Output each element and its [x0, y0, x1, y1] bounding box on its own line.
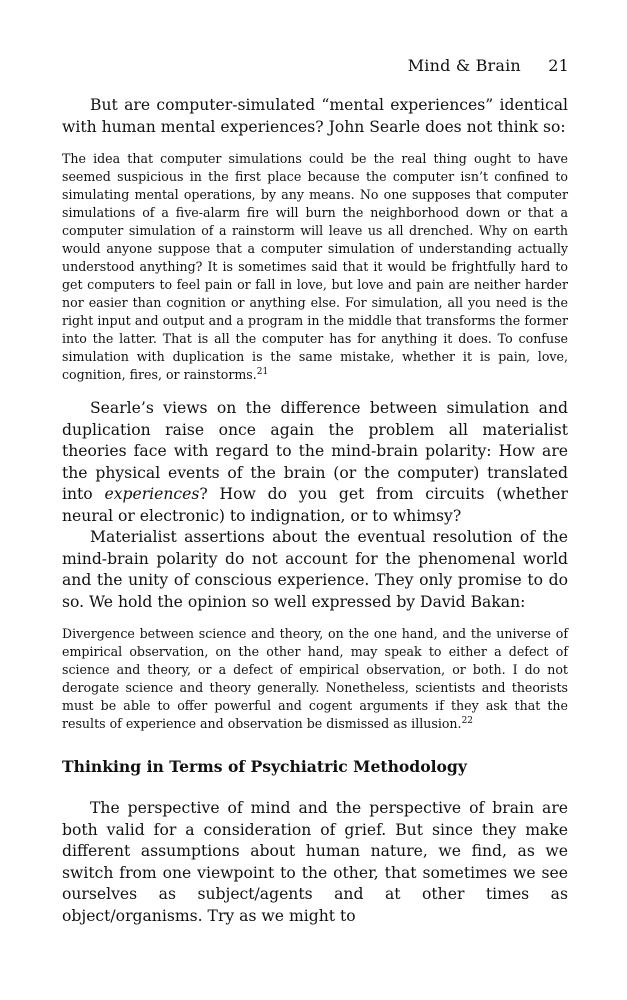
paragraph-simulation-duplication — [62, 398, 568, 527]
paragraph-materialist-assertions: Materialist assertions about the eventual resolution of the mind-brain polarity do not account for the phenomenal world and the unity of conscious experience. They only promise to do so. We hold the opinion so well expressed by David Bakan: — [62, 528, 568, 611]
footnote-marker: 21 — [256, 367, 269, 377]
page-body — [62, 95, 568, 927]
paragraph-text: Searle’s views on the difference between simulation and duplication raise once again the problem all materialist theories face with regard to the mind-brain polarity: How are the physical events of the brain (or the computer) translated into — [62, 399, 568, 503]
quote-text: The idea that computer simulations could be the real thing ought to have seemed suspicious in the first place because the computer isn’t confined to simulating mental operations, by any means. No one supposes that computer simulations of a five-alarm fire will burn the neighborhood down or that a computer simulation of a rainstorm will leave us all drenched. Why on earth would anyone suppose that a computer simulation of understanding actually understood anything? It is sometimes said that it would be frightfully hard to get computers to feel pain or fall in love, but love and pain are neither harder nor easier than cognition or anything else. For simulation, all you need is the right input and output and a program in the middle that transforms the former into the latter. That is all the computer has for anything it does. To confuse simulation with duplication is the same mistake, whether it is pain, love, cognition, fires, or rainstorms. — [62, 151, 568, 382]
paragraph-text: ? How do you get from circuits (whether neural or electronic) to indignation, or to whimsy? — [62, 485, 568, 525]
block-quote-bakan — [62, 625, 568, 733]
emphasis-text: experiences — [104, 485, 200, 503]
page-number: 21 — [548, 56, 569, 75]
quote-text: Divergence between science and theory, on the one hand, and the universe of empirical observation, on the other hand, may speak to either a defect of science and theory, or a defect of empirical observation, or both. I do not derogate science and theory generally. Nonetheless, scientists and theorists must be able to offer powerful and cogent arguments if they ask that the results of experience and observation be dismissed as illusion. — [62, 626, 568, 731]
block-quote-searle — [62, 150, 568, 384]
section-heading: Thinking in Terms of Psychiatric Methodology — [62, 757, 467, 776]
paragraph-perspective: The perspective of mind and the perspective of brain are both valid for a consideration of grief. But since they make different assumptions about human nature, we find, as we switch from one viewpoint to the other, that sometimes we see ourselves as subject/agents and at other times as object/organisms. Try as we might to — [62, 799, 568, 925]
running-title: Mind & Brain — [407, 56, 521, 75]
paragraph-searle-intro: But are computer-simulated “mental experiences” identical with human mental experiences? John Searle does not think so: — [62, 96, 568, 136]
running-header — [408, 56, 569, 75]
footnote-marker: 22 — [461, 716, 474, 726]
